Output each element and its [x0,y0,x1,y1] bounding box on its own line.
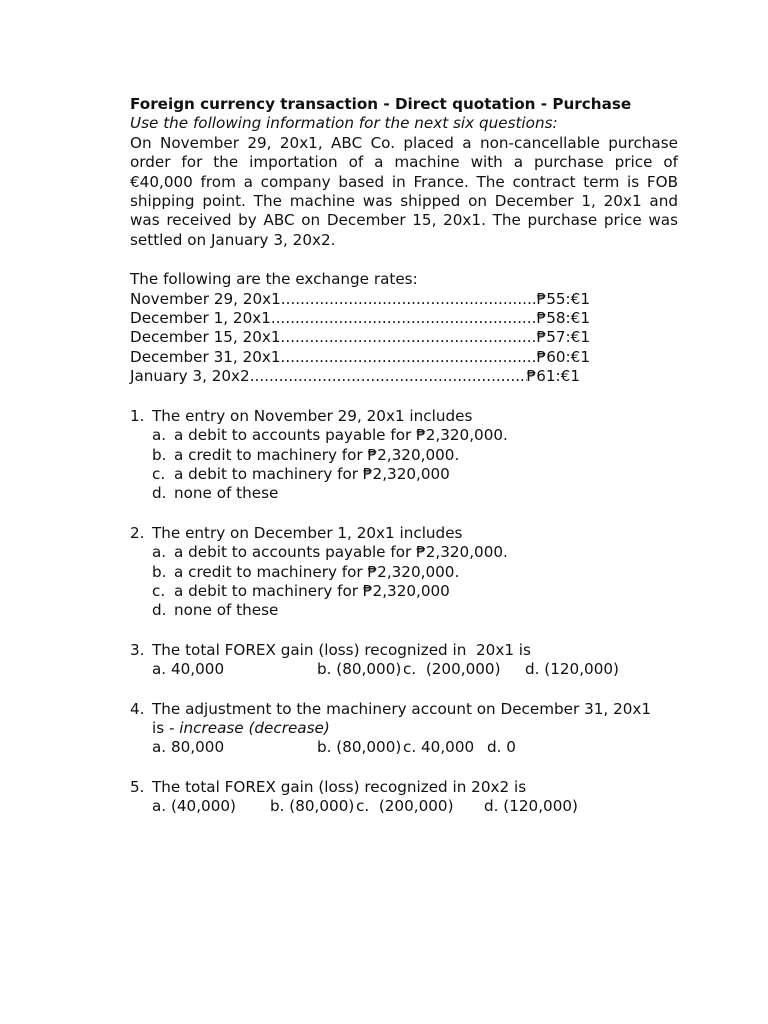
dot-leader [281,328,537,347]
option-row [130,797,678,816]
question-2 [130,524,678,621]
option-d: d. 0 [487,738,516,757]
option-a: a. (40,000) [152,797,236,816]
problem-line: order for the importation of a machine with a purchase price of [130,153,678,172]
problem-line: settled on January 3, 20x2. [130,230,336,249]
rates-intro: The following are the exchange rates: [130,270,418,289]
question-stem: The adjustment to the machinery account on December 31, 20x1 [152,699,652,718]
question-stem: The total FOREX gain (loss) recognized in 20x1 is [152,640,531,659]
rate-date: December 31, 20x1 [130,347,281,366]
question-number: 5. [130,777,145,796]
problem-line: shipping point. The machine was shipped on December 1, 20x1 and [130,192,678,211]
question-1 [130,407,678,504]
rate-date: December 1, 20x1 [130,309,271,328]
rate-row [130,367,580,386]
dot-leader [250,367,527,386]
rate-row [130,309,590,328]
dot-leader [271,309,537,328]
option-c: c. a debit to machinery for ₱2,320,000 [152,464,450,483]
option-list [130,426,678,504]
rate-row [130,328,590,347]
rate-value: ₱57:€1 [536,328,590,347]
rate-row [130,290,590,309]
rate-date: January 3, 20x2 [130,367,250,386]
option-b: b. (80,000) [317,660,402,679]
option-list [130,543,678,621]
question-number: 2. [130,523,145,542]
question-stem: The entry on November 29, 20x1 includes [152,406,473,425]
document-content [130,95,678,817]
option-d: d. none of these [152,601,279,620]
question-stem: The total FOREX gain (loss) recognized in 20x2 is [152,777,527,796]
option-a: a. 40,000 [152,660,225,679]
option-c: c. a debit to machinery for ₱2,320,000 [152,581,450,600]
question-number: 3. [130,640,145,659]
option-a: a. a debit to accounts payable for ₱2,320,000. [152,543,508,562]
problem-paragraph [130,134,678,250]
question-stem-continued: is - increase (decrease) [152,718,330,737]
option-a: a. a debit to accounts payable for ₱2,320,000. [152,426,508,445]
problem-line: On November 29, 20x1, ABC Co. placed a non-cancellable purchase [130,133,678,152]
option-b: b. (80,000) [317,738,402,757]
rate-value: ₱60:€1 [536,347,590,366]
rate-date: November 29, 20x1 [130,289,281,308]
rate-value: ₱61:€1 [526,367,580,386]
option-b: b. a credit to machinery for ₱2,320,000. [152,562,460,581]
problem-line: €40,000 from a company based in France. The contract term is FOB [130,172,678,191]
option-d: d. none of these [152,484,279,503]
question-number: 4. [130,699,145,718]
dot-leader [281,348,537,367]
option-d: d. (120,000) [484,797,578,816]
option-c: c. 40,000 [403,738,475,757]
option-b: b. (80,000) [270,797,355,816]
option-d: d. (120,000) [525,660,619,679]
option-b: b. a credit to machinery for ₱2,320,000. [152,445,460,464]
option-a: a. 80,000 [152,738,225,757]
rate-date: December 15, 20x1 [130,328,281,347]
question-number: 1. [130,406,145,425]
option-c: c. (200,000) [356,797,454,816]
question-stem: The entry on December 1, 20x1 includes [152,523,463,542]
question-3 [130,641,678,680]
option-row [130,738,678,757]
option-row [130,660,678,679]
instruction-text: Use the following information for the next six questions: [130,114,558,133]
question-4 [130,700,678,758]
rate-row [130,348,590,367]
exchange-rates [130,270,678,386]
document-title: Foreign currency transaction - Direct quotation - Purchase [130,95,632,113]
rate-value: ₱58:€1 [536,309,590,328]
question-5 [130,778,678,817]
dot-leader [281,290,537,309]
problem-line: was received by ABC on December 15, 20x1. The purchase price was [130,211,678,230]
option-c: c. (200,000) [403,660,501,679]
rate-value: ₱55:€1 [536,289,590,308]
